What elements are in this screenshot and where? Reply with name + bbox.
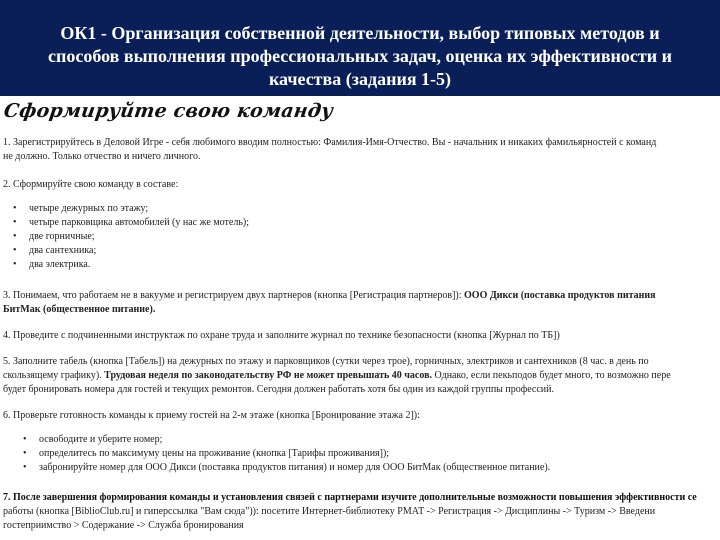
task-3-text-c: БитМак (общественное питание).	[3, 304, 156, 315]
task-7-line-3: гостеприимство > Содержание -> Служба бронирования	[3, 520, 244, 531]
task-2	[3, 178, 720, 272]
task-5-text-e: будет бронировать номера для гостей и текущих ремонтов. Сегодня должен работать хотя бы один из каждой группы профессий.	[3, 384, 554, 395]
task-3	[3, 289, 720, 317]
list-item: • два электрика.	[3, 258, 720, 272]
list-item: • забронируйте номер для ООО Дикси (поставка продуктов питания) и номер для ООО БитМак (общественное питание).	[13, 461, 720, 475]
task-1	[3, 136, 720, 164]
booking-checklist	[3, 433, 720, 475]
header-banner	[0, 0, 720, 96]
task-7	[3, 491, 720, 533]
list-item: • две горничные;	[3, 230, 720, 244]
list-item: • четыре парковщика автомобилей (у нас же мотель);	[3, 216, 720, 230]
task-5	[3, 355, 720, 397]
task-5-text-b: скользящему графику).	[3, 370, 105, 381]
page-title: ОК1 - Организация собственной деятельности, выбор типовых методов и способов выполнения профессиональных задач, оценка их эффективности и качества (задания 1-5)	[48, 23, 672, 89]
task-5-text-a: 5. Заполните табель (кнопка [Табель]) на дежурных по этажу и парковщиков (сутки через трое), горничных, электриков и сантехников (8 час. в день по	[3, 356, 649, 367]
task-5-text	[3, 355, 720, 397]
list-item: • четыре дежурных по этажу;	[3, 202, 720, 216]
task-3-text-b: ООО Дикси (поставка продуктов питания	[464, 290, 656, 301]
list-item: • освободите и уберите номер;	[13, 433, 720, 447]
task-4-text: 4. Проведите с подчиненными инструктаж по охране труда и заполните журнал по технике безопасности (кнопка [Журнал по ТБ])	[3, 330, 560, 341]
task-7-line-2: работы (кнопка [BiblioClub.ru] и гиперссылка "Вам сюда")): посетите Интернет-библиотеку РМАТ -> Регистрация -> Дисциплины -> Туризм -> Введени	[3, 506, 656, 517]
task-6-text: 6. Проверьте готовность команды к приему гостей на 2-м этаже (кнопка [Бронирование этажа 2]):	[3, 410, 420, 421]
task-5-text-c: Трудовая неделя по законодательству РФ не может превышать 40 часов.	[104, 370, 433, 381]
list-item: • два сантехника;	[3, 244, 720, 258]
task-7-line-1: 7. После завершения формирования команды и установления связей с партнерами изучите дополнительные возможности повышения эффективности се	[3, 492, 697, 503]
task-3-text	[3, 289, 720, 317]
task-1-text: 1. Зарегистрируйтесь в Деловой Игре - себя любимого вводим полностью: Фамилия-Имя-Отчество. Вы - начальник и никаких фамильярностей с команд не должно. Только отчество и ничего личного.	[3, 137, 657, 162]
task-6	[3, 409, 720, 475]
list-item: • определитесь по максимуму цены на проживание (кнопка [Тарифы проживания]);	[13, 447, 720, 461]
task-5-text-d: Однако, если пекьподов будет много, то возможно пере	[432, 370, 671, 381]
task-4	[3, 329, 720, 343]
task-3-text-a: 3. Понимаем, что работаем не в вакууме и регистрируем двух партнеров (кнопка [Регистрация партнеров]):	[3, 290, 465, 301]
handwritten-section-title: Сформируйте свою команду	[2, 100, 335, 122]
team-composition-list	[3, 202, 720, 272]
task-2-text: 2. Сформируйте свою команду в составе:	[3, 179, 179, 190]
